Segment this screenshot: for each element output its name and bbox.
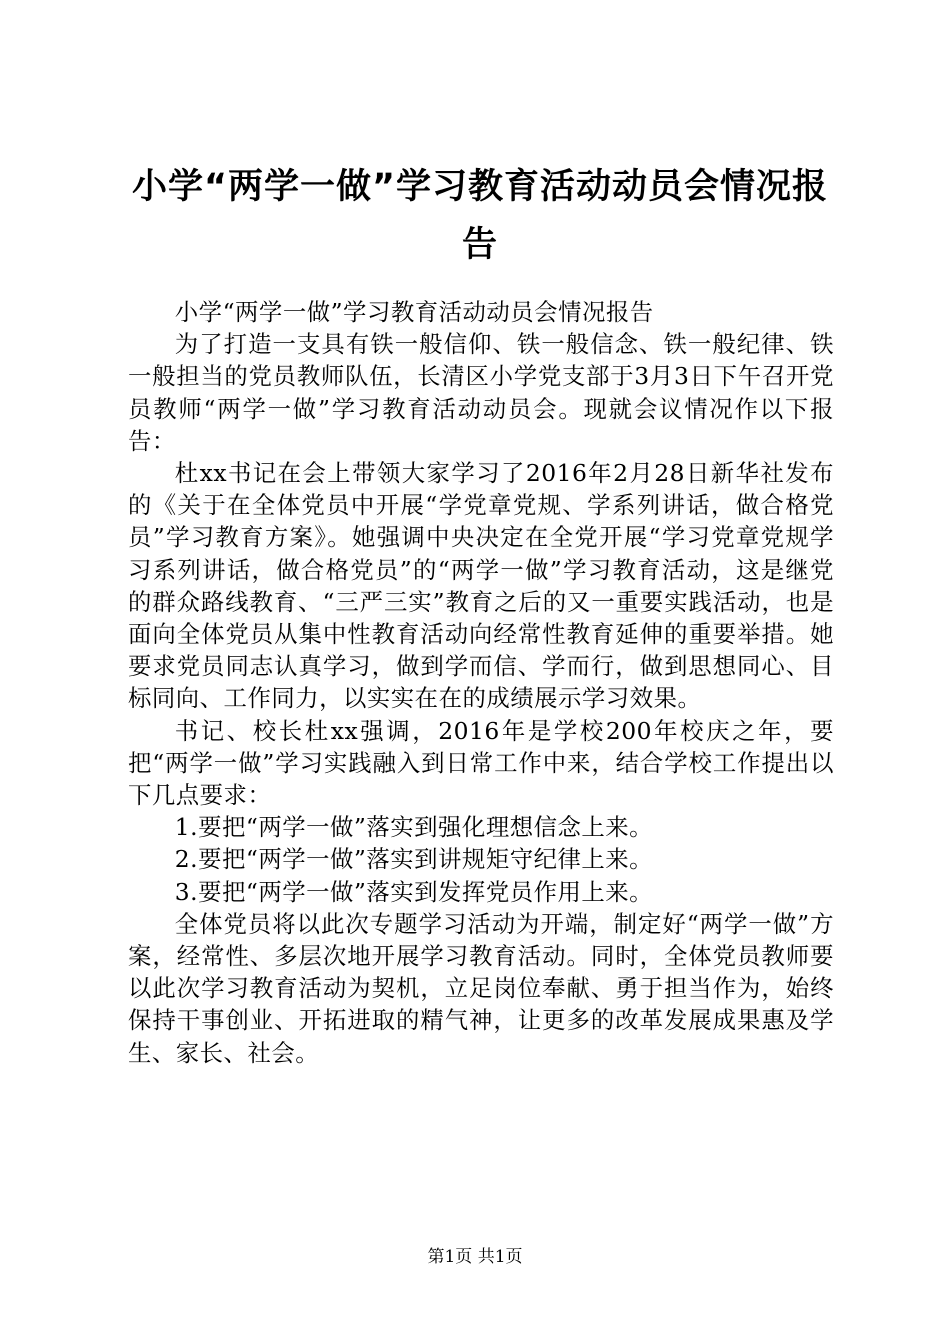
document-title: 小学“两学一做”学习教育活动动员会情况报告	[131, 167, 828, 265]
paragraph-speech-secretary: 杜xx书记在会上带领大家学习了2016年2月28日新华社发布的《关于在全体党员中开展“学党章党规、学系列讲话，做合格党员”学习教育方案》。她强调中央决定在全党开展“学习党章党规学习系列讲话，做合格党员”的“两学一做”学习教育活动，这是继党的群众路线教育、“三严三实”教育之后的又一重要实践活动，也是面向全体党员从集中性教育活动向经常性教育延伸的重要举措。她要求党员同志认真学习，做到学而信、学而行，做到思想同心、目标同向、工作同力，以实实在在的成绩展示学习效果。	[128, 459, 834, 713]
paragraph-heading: 小学“两学一做”学习教育活动动员会情况报告	[174, 298, 654, 326]
list-item-requirement-1: 1.要把“两学一做”落实到强化理想信念上来。	[174, 813, 654, 842]
paragraph-speech-principal: 书记、校长杜xx强调，2016年是学校200年校庆之年，要把“两学一做”学习实践融入到日常工作中来，结合学校工作提出以下几点要求：	[128, 716, 834, 810]
paragraph-conclusion: 全体党员将以此次专题学习活动为开端，制定好“两学一做”方案，经常性、多层次地开展学习教育活动。同时，全体党员教师要以此次学习教育活动为契机，立足岗位奉献、勇于担当作为，始终保持干事创业、开拓进取的精气神，让更多的改革发展成果惠及学生、家长、社会。	[128, 909, 834, 1067]
document-body	[128, 296, 834, 1069]
page-footer: 第1页 共1页	[427, 1247, 523, 1267]
list-item-requirement-2: 2.要把“两学一做”落实到讲规矩守纪律上来。	[174, 845, 654, 874]
paragraph-intro: 为了打造一支具有铁一般信仰、铁一般信念、铁一般纪律、铁一般担当的党员教师队伍，长清区小学党支部于3月3日下午召开党员教师“两学一做”学习教育活动动员会。现就会议情况作以下报告：	[128, 330, 834, 455]
list-item-requirement-3: 3.要把“两学一做”落实到发挥党员作用上来。	[174, 877, 654, 906]
